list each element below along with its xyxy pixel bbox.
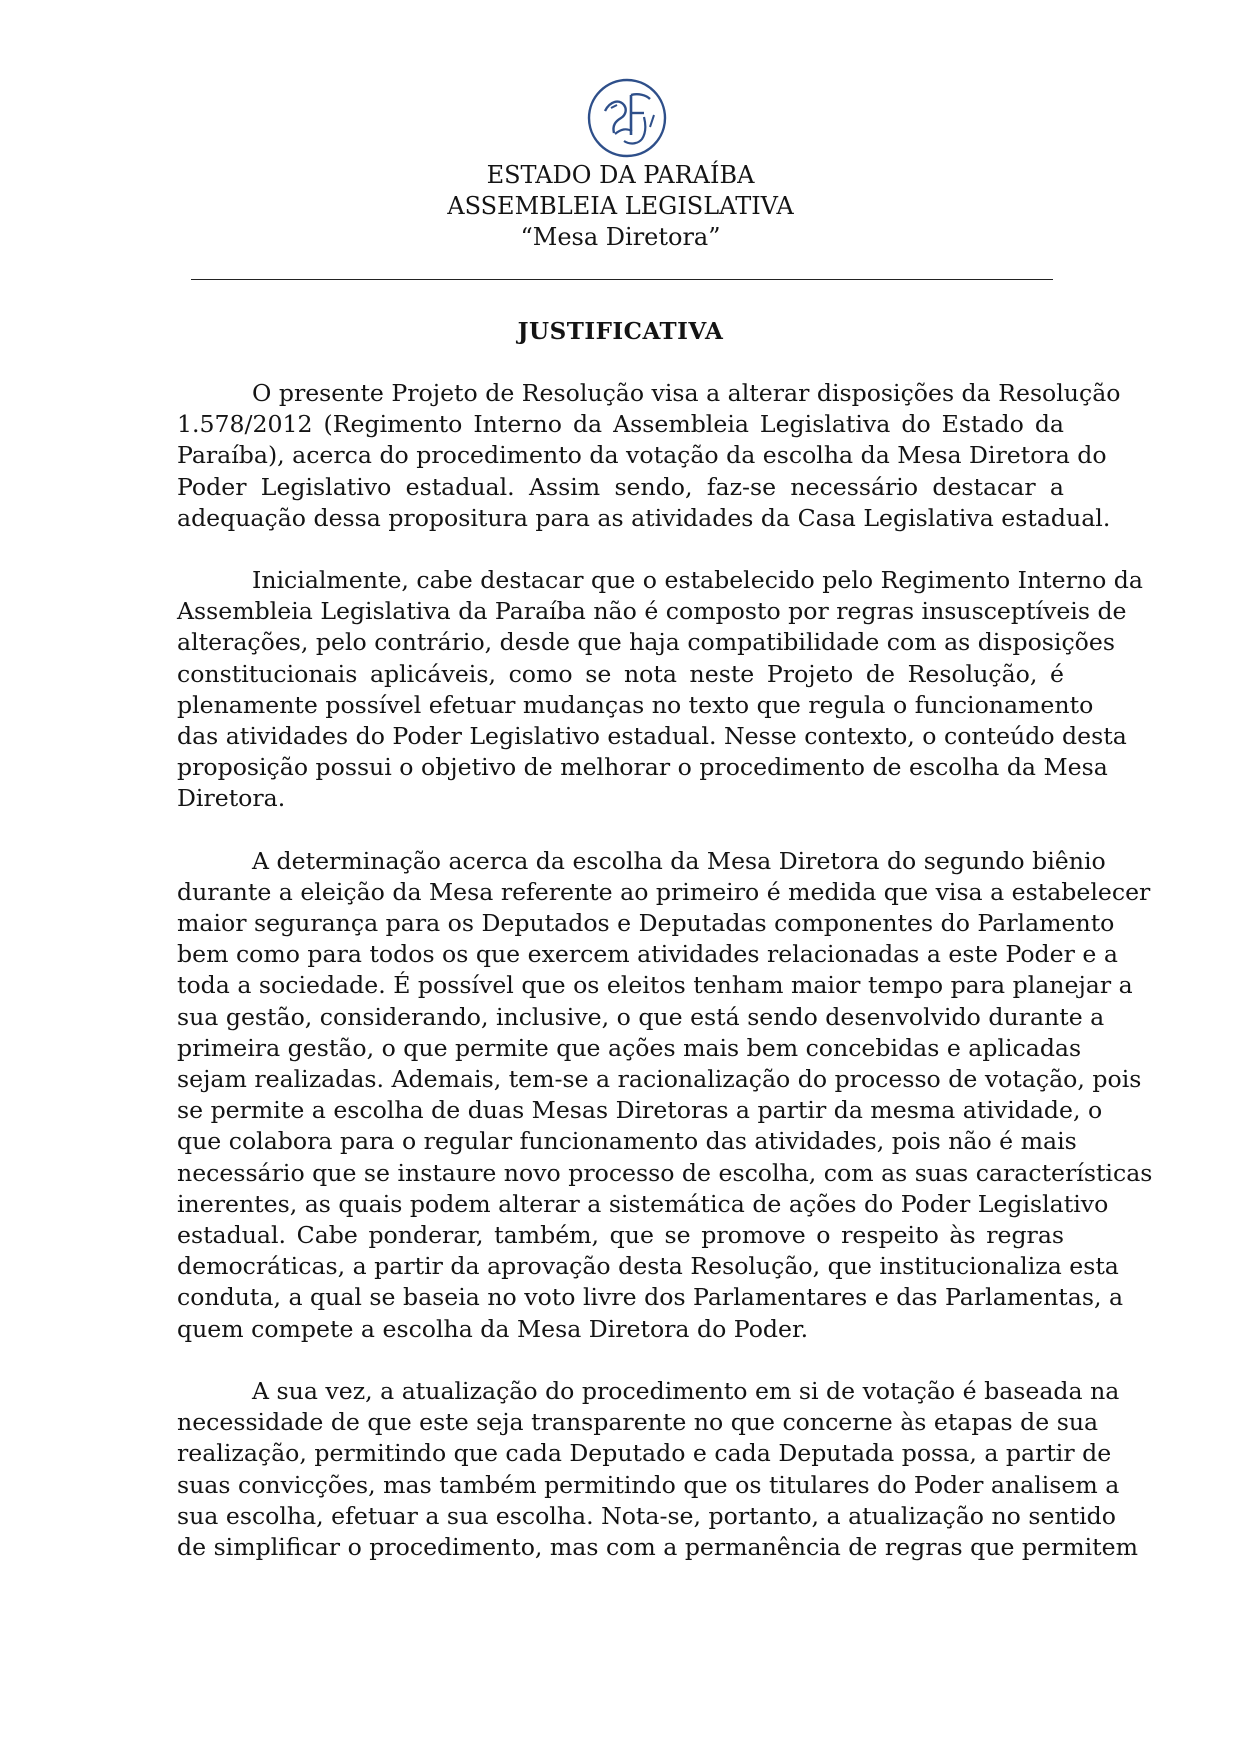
paragraph-line: alterações, pelo contrário, desde que haja compatibilidade com as disposições [177, 628, 1115, 657]
paragraph-line: constitucionais aplicáveis, como se nota neste Projeto de Resolução, é [177, 659, 1064, 688]
paragraph-line: O presente Projeto de Resolução visa a alterar disposições da Resolução [252, 379, 1121, 407]
document-body [177, 378, 1153, 1594]
paragraph-line: necessário que se instaure novo processo de escolha, com as suas características [177, 1158, 1153, 1187]
paragraph-line: adequação dessa propositura para as atividades da Casa Legislativa estadual. [177, 503, 1111, 532]
paragraph-line: Assembleia Legislativa da Paraíba não é composto por regras insusceptíveis de [177, 597, 1127, 626]
paragraph-line: maior segurança para os Deputados e Deputadas componentes do Parlamento [177, 909, 1115, 938]
paragraph-line: Poder Legislativo estadual. Assim sendo, faz-se necessário destacar a [177, 472, 1064, 501]
paragraph-line: Diretora. [177, 784, 286, 813]
state-name: ESTADO DA PARAÍBA [486, 161, 755, 189]
paragraph-line: plenamente possível efetuar mudanças no texto que regula o funcionamento [177, 690, 1094, 719]
paragraph-line: primeira gestão, o que permite que ações mais bem concebidas e aplicadas [177, 1033, 1082, 1062]
paragraph-line: 1.578/2012 (Regimento Interno da Assembleia Legislativa do Estado da [177, 410, 1064, 439]
paragraph-line: que colabora para o regular funcionamento das atividades, pois não é mais [177, 1127, 1077, 1156]
paragraph-line: se permite a escolha de duas Mesas Diretoras a partir da mesma atividade, o [177, 1096, 1103, 1125]
body-paragraph [177, 565, 1143, 815]
paragraph-line: toda a sociedade. É possível que os eleitos tenham maior tempo para planejar a [177, 971, 1133, 1000]
paragraph-line: conduta, a qual se baseia no voto livre dos Parlamentares e das Parlamentas, a [177, 1283, 1124, 1312]
paragraph-line: proposição possui o objetivo de melhorar o procedimento de escolha da Mesa [177, 753, 1108, 782]
body-paragraph [177, 846, 1153, 1345]
paragraph-line: A determinação acerca da escolha da Mesa Diretora do segundo biênio [252, 846, 1106, 875]
paragraph-line: durante a eleição da Mesa referente ao primeiro é medida que visa a estabelecer [177, 877, 1151, 906]
paragraph-line: de simplificar o procedimento, mas com a permanência de regras que permitem [177, 1532, 1138, 1561]
header-divider [191, 279, 1053, 280]
document-header [0, 160, 1241, 253]
assembly-emblem-logo [586, 77, 668, 159]
paragraph-line: necessidade de que este seja transparente no que concerne às etapas de sua [177, 1408, 1099, 1437]
paragraph-line: das atividades do Poder Legislativo estadual. Nesse contexto, o conteúdo desta [177, 722, 1127, 751]
paragraph-line: A sua vez, a atualização do procedimento em si de votação é baseada na [252, 1376, 1120, 1405]
paragraph-line: sejam realizadas. Ademais, tem-se a racionalização do processo de votação, pois [177, 1065, 1142, 1094]
paragraph-line: realização, permitindo que cada Deputado e cada Deputada possa, a partir de [177, 1439, 1112, 1468]
document-title: JUSTIFICATIVA [517, 318, 724, 345]
paragraph-line: suas convicções, mas também permitindo que os titulares do Poder analisem a [177, 1470, 1120, 1499]
paragraph-line: estadual. Cabe ponderar, também, que se promove o respeito às regras [177, 1221, 1064, 1250]
paragraph-line: inerentes, as quais podem alterar a sistemática de ações do Poder Legislativo [177, 1189, 1109, 1218]
body-paragraph [177, 378, 1121, 534]
paragraph-line: sua escolha, efetuar a sua escolha. Nota-se, portanto, a atualização no sentido [177, 1501, 1116, 1530]
paragraph-line: bem como para todos os que exercem atividades relacionadas a este Poder e a [177, 940, 1118, 969]
paragraph-line: Paraíba), acerca do procedimento da votação da escolha da Mesa Diretora do [177, 441, 1107, 470]
paragraph-line: Inicialmente, cabe destacar que o estabelecido pelo Regimento Interno da [252, 566, 1143, 595]
paragraph-line: democráticas, a partir da aprovação desta Resolução, que institucionaliza esta [177, 1252, 1119, 1281]
board-name: “Mesa Diretora” [520, 223, 721, 251]
paragraph-line: sua gestão, considerando, inclusive, o que está sendo desenvolvido durante a [177, 1002, 1105, 1031]
paragraph-line: quem compete a escolha da Mesa Diretora do Poder. [177, 1314, 809, 1343]
assembly-name: ASSEMBLEIA LEGISLATIVA [447, 192, 794, 220]
body-paragraph [177, 1376, 1138, 1563]
